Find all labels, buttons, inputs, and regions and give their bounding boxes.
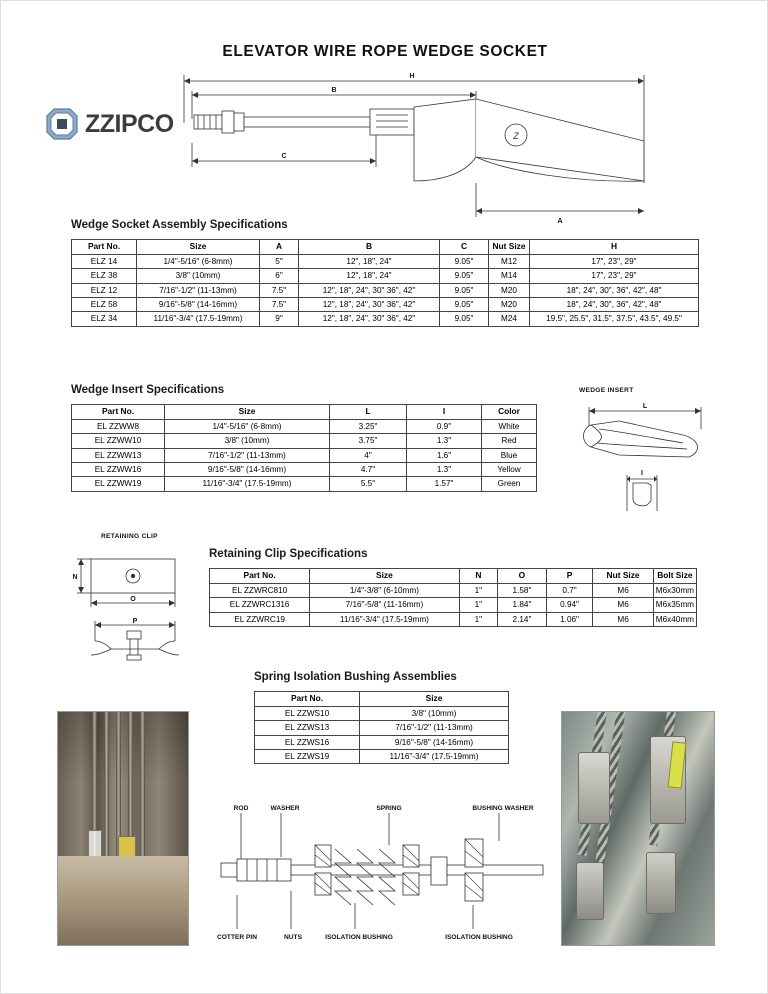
- installation-photo-right: [561, 711, 715, 946]
- cell-l: 5.5": [330, 477, 407, 491]
- svg-text:ISOLATION BUSHING: ISOLATION BUSHING: [445, 934, 513, 941]
- spring-bushing-heading: Spring Isolation Bushing Assemblies: [254, 671, 457, 683]
- table-row: [72, 312, 699, 326]
- cell-l: 4": [330, 448, 407, 462]
- cell-size: 11/16"-3/4" (17.5-19mm): [360, 749, 509, 763]
- cell-a: 9": [260, 312, 299, 326]
- col-part-no: Part No.: [210, 569, 310, 584]
- cell-size: 11/16"-3/4" (17.5-19mm): [137, 312, 260, 326]
- col-p: P: [546, 569, 593, 584]
- cell-part-no: EL ZZWS13: [255, 721, 360, 735]
- col-b: B: [299, 240, 440, 255]
- svg-text:A: A: [557, 218, 563, 225]
- table-header-row: [255, 692, 509, 707]
- cell-color: White: [482, 419, 537, 433]
- cell-h: 19.5", 25.5", 31.5", 37.5", 43.5", 49.5": [530, 312, 699, 326]
- col-part-no: Part No.: [72, 240, 137, 255]
- col-size: Size: [165, 405, 330, 420]
- cell-bolt: M6x35mm: [653, 598, 696, 612]
- cell-part-no: EL ZZWS10: [255, 706, 360, 720]
- col-a: A: [260, 240, 299, 255]
- cell-i: 1.57": [407, 477, 482, 491]
- cell-i: 1.3": [407, 434, 482, 448]
- cell-size: 7/16"-5/8" (11-16mm): [310, 598, 459, 612]
- col-nut-size: Nut Size: [489, 240, 530, 255]
- col-size: Size: [310, 569, 459, 584]
- table-row: [255, 706, 509, 720]
- cell-color: Green: [482, 477, 537, 491]
- cell-nut: M6: [593, 583, 653, 597]
- cell-color: Blue: [482, 448, 537, 462]
- svg-text:Z: Z: [513, 131, 519, 141]
- wedge-socket-table: [71, 239, 699, 327]
- cell-part-no: EL ZZWW10: [72, 434, 165, 448]
- retaining-clip-diagram: [67, 545, 207, 663]
- col-n: N: [459, 569, 498, 584]
- cell-p: 1.06": [546, 612, 593, 626]
- col-h: H: [530, 240, 699, 255]
- table-row: [255, 721, 509, 735]
- svg-text:ISOLATION BUSHING: ISOLATION BUSHING: [325, 934, 393, 941]
- cell-h: 18", 24", 30", 36", 42", 48": [530, 283, 699, 297]
- cell-part-no: ELZ 38: [72, 269, 137, 283]
- cell-part-no: EL ZZWW16: [72, 462, 165, 476]
- table-row: [72, 254, 699, 268]
- cell-part-no: EL ZZWRC1316: [210, 598, 310, 612]
- cell-a: 5": [260, 254, 299, 268]
- logo-mark-icon: [45, 107, 79, 141]
- cell-part-no: EL ZZWRC19: [210, 612, 310, 626]
- cell-c: 9.05": [440, 283, 489, 297]
- svg-text:SPRING: SPRING: [376, 805, 402, 812]
- svg-text:COTTER PIN: COTTER PIN: [217, 934, 257, 941]
- cell-b: 12", 18", 24", 30" 36", 42": [299, 283, 440, 297]
- svg-text:B: B: [331, 87, 337, 94]
- col-nut-size: Nut Size: [593, 569, 653, 584]
- retaining-clip-table: [209, 568, 697, 627]
- svg-text:BUSHING WASHER: BUSHING WASHER: [472, 805, 534, 812]
- cell-o: 1.84": [498, 598, 547, 612]
- cell-i: 1.3": [407, 462, 482, 476]
- cell-color: Red: [482, 434, 537, 448]
- table-row: [72, 283, 699, 297]
- svg-text:L: L: [642, 403, 648, 410]
- cell-size: 1/4"-3/8" (6-10mm): [310, 583, 459, 597]
- cell-part-no: EL ZZWW8: [72, 419, 165, 433]
- cell-n: 1": [459, 598, 498, 612]
- cell-i: 1.6": [407, 448, 482, 462]
- cell-part-no: EL ZZWS16: [255, 735, 360, 749]
- wedge-insert-caption: WEDGE INSERT: [579, 387, 634, 394]
- table-row: [72, 297, 699, 311]
- cell-p: 0.94": [546, 598, 593, 612]
- cell-n: 1": [459, 612, 498, 626]
- cell-c: 9.05": [440, 312, 489, 326]
- cell-a: 7.5": [260, 297, 299, 311]
- cell-o: 2.14": [498, 612, 547, 626]
- table-row: [255, 735, 509, 749]
- table-row: [72, 448, 537, 462]
- table-row: [210, 598, 697, 612]
- cell-p: 0.7": [546, 583, 593, 597]
- cell-part-no: EL ZZWRC810: [210, 583, 310, 597]
- cell-size: 11/16"-3/4" (17.5-19mm): [310, 612, 459, 626]
- brand-logo: [45, 107, 174, 141]
- table-row: [72, 477, 537, 491]
- cell-h: 17", 23", 29": [530, 269, 699, 283]
- cell-o: 1.58": [498, 583, 547, 597]
- cell-nut: M24: [489, 312, 530, 326]
- table-row: [72, 462, 537, 476]
- wedge-socket-heading: Wedge Socket Assembly Specifications: [71, 219, 288, 231]
- col-color: Color: [482, 405, 537, 420]
- svg-text:C: C: [281, 153, 287, 160]
- cell-size: 9/16"-5/8" (14-16mm): [165, 462, 330, 476]
- cell-b: 12", 18", 24", 30" 36", 42": [299, 312, 440, 326]
- cell-h: 17", 23", 29": [530, 254, 699, 268]
- col-i: I: [407, 405, 482, 420]
- cell-n: 1": [459, 583, 498, 597]
- cell-size: 1/4"-5/16" (6-8mm): [137, 254, 260, 268]
- cell-size: 7/16"-1/2" (11-13mm): [360, 721, 509, 735]
- cell-bolt: M6x30mm: [653, 583, 696, 597]
- cell-l: 3.75": [330, 434, 407, 448]
- cell-c: 9.05": [440, 269, 489, 283]
- cell-size: 9/16"-5/8" (14-16mm): [360, 735, 509, 749]
- cell-nut: M20: [489, 297, 530, 311]
- svg-text:ROD: ROD: [233, 805, 249, 812]
- cell-part-no: ELZ 12: [72, 283, 137, 297]
- table-header-row: [210, 569, 697, 584]
- col-part-no: Part No.: [255, 692, 360, 707]
- svg-text:H: H: [409, 73, 415, 80]
- cell-i: 0.9": [407, 419, 482, 433]
- svg-text:WASHER: WASHER: [270, 805, 300, 812]
- svg-text:NUTS: NUTS: [284, 934, 302, 941]
- cell-size: 9/16"-5/8" (14-16mm): [137, 297, 260, 311]
- cell-b: 12", 18", 24", 30" 36", 42": [299, 297, 440, 311]
- wedge-insert-diagram: [571, 399, 711, 521]
- table-header-row: [72, 240, 699, 255]
- cell-l: 4.7": [330, 462, 407, 476]
- cell-size: 1/4"-5/16" (6-8mm): [165, 419, 330, 433]
- col-size: Size: [137, 240, 260, 255]
- cell-size: 11/16"-3/4" (17.5-19mm): [165, 477, 330, 491]
- wedge-insert-table: [71, 404, 537, 492]
- svg-text:I: I: [641, 470, 643, 477]
- col-bolt-size: Bolt Size: [653, 569, 696, 584]
- wedge-insert-heading: Wedge Insert Specifications: [71, 384, 225, 396]
- cell-a: 7.5": [260, 283, 299, 297]
- retaining-clip-caption: RETAINING CLIP: [101, 533, 158, 540]
- retaining-clip-heading: Retaining Clip Specifications: [209, 548, 368, 560]
- table-row: [72, 269, 699, 283]
- cell-part-no: ELZ 34: [72, 312, 137, 326]
- cell-c: 9.05": [440, 254, 489, 268]
- table-row: [210, 612, 697, 626]
- cell-part-no: EL ZZWS19: [255, 749, 360, 763]
- cell-b: 12", 18", 24": [299, 269, 440, 283]
- cell-part-no: ELZ 14: [72, 254, 137, 268]
- page-title: ELEVATOR WIRE ROPE WEDGE SOCKET: [222, 43, 548, 60]
- cell-nut: M6: [593, 612, 653, 626]
- cell-h: 18", 24", 30", 36", 42", 48": [530, 297, 699, 311]
- cell-l: 3.25": [330, 419, 407, 433]
- cell-c: 9.05": [440, 297, 489, 311]
- col-part-no: Part No.: [72, 405, 165, 420]
- cell-nut: M6: [593, 598, 653, 612]
- cell-color: Yellow: [482, 462, 537, 476]
- col-o: O: [498, 569, 547, 584]
- table-row: [72, 419, 537, 433]
- cell-size: 3/8" (10mm): [165, 434, 330, 448]
- cell-part-no: EL ZZWW19: [72, 477, 165, 491]
- cell-bolt: M6x40mm: [653, 612, 696, 626]
- cell-size: 3/8" (10mm): [137, 269, 260, 283]
- col-c: C: [440, 240, 489, 255]
- logo-text: ZZIPCO: [85, 109, 174, 138]
- svg-text:O: O: [130, 596, 136, 603]
- table-header-row: [72, 405, 537, 420]
- table-row: [72, 434, 537, 448]
- cell-nut: M14: [489, 269, 530, 283]
- assembly-diagram: [176, 63, 666, 233]
- table-row: [210, 583, 697, 597]
- col-size: Size: [360, 692, 509, 707]
- cell-nut: M20: [489, 283, 530, 297]
- cell-size: 7/16"-1/2" (11-13mm): [165, 448, 330, 462]
- svg-text:N: N: [72, 574, 78, 581]
- cell-nut: M12: [489, 254, 530, 268]
- cell-a: 6": [260, 269, 299, 283]
- cell-b: 12", 18", 24": [299, 254, 440, 268]
- installation-photo-left: [57, 711, 189, 946]
- col-l: L: [330, 405, 407, 420]
- cell-size: 7/16"-1/2" (11-13mm): [137, 283, 260, 297]
- cell-part-no: EL ZZWW13: [72, 448, 165, 462]
- table-row: [255, 749, 509, 763]
- cell-size: 3/8" (10mm): [360, 706, 509, 720]
- spring-bushing-table: [254, 691, 509, 764]
- svg-text:P: P: [132, 618, 138, 625]
- cell-part-no: ELZ 58: [72, 297, 137, 311]
- spring-bushing-diagram: [207, 801, 549, 941]
